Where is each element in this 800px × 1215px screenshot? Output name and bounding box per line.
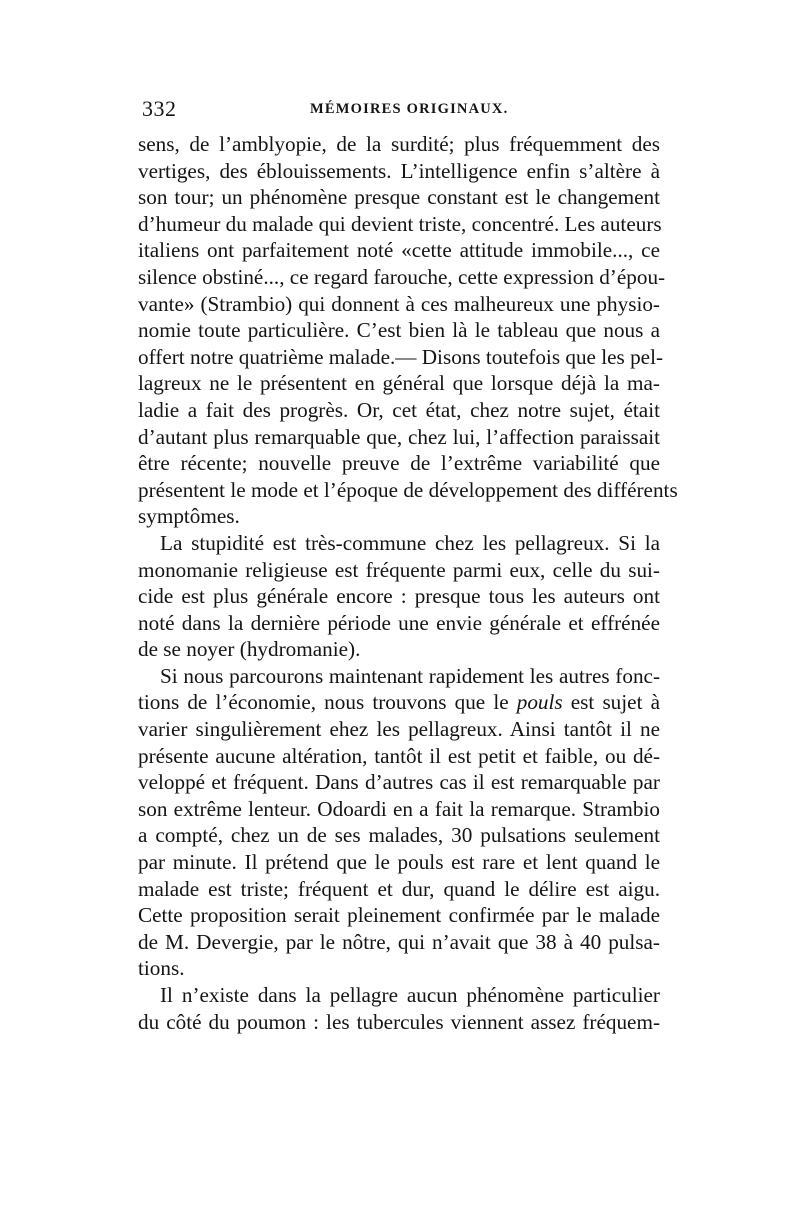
page-number: 332 bbox=[142, 96, 177, 121]
paragraph-3 bbox=[138, 663, 660, 982]
text-line: présentent le mode et l’époque de développement des différents bbox=[138, 477, 678, 502]
text-line: monomanie religieuse est fréquente parmi eux, celle du sui- bbox=[138, 557, 660, 582]
text-line: veloppé et fréquent. Dans d’autres cas il est remarquable par bbox=[138, 770, 660, 795]
running-title: MÉMOIRES ORIGINAUX. bbox=[310, 101, 509, 117]
text-line: d’autant plus remarquable que, chez lui, l’affection paraissait bbox=[138, 424, 660, 449]
text-line: du côté du poumon : les tubercules viennent assez fréquem- bbox=[138, 1009, 660, 1034]
text-line: tions. bbox=[138, 956, 185, 981]
paragraph-1 bbox=[138, 131, 678, 530]
body-text bbox=[138, 131, 678, 1035]
text-line: présente aucune altération, tantôt il est petit et faible, ou dé- bbox=[138, 743, 660, 768]
text-line: vertiges, des éblouissements. L’intelligence enfin s’altère à bbox=[138, 158, 660, 183]
text-line: d’humeur du malade qui devient triste, concentré. Les auteurs bbox=[138, 211, 662, 236]
text-line: ladie a fait des progrès. Or, cet état, chez notre sujet, était bbox=[138, 397, 660, 422]
text-line: silence obstiné..., ce regard farouche, cette expression d’épou- bbox=[138, 264, 666, 289]
italic-word: pouls bbox=[516, 690, 563, 715]
text-line: être récente; nouvelle preuve de l’extrême variabilité que bbox=[138, 451, 660, 476]
text-line: lagreux ne le présentent en général que lorsque déjà la ma- bbox=[138, 371, 660, 396]
text-line: offert notre quatrième malade.— Disons toutefois que les pel- bbox=[138, 344, 664, 369]
text-line: son extrême lenteur. Odoardi en a fait la remarque. Strambio bbox=[138, 796, 660, 821]
text-line: son tour; un phénomène presque constant est le changement bbox=[138, 185, 660, 210]
text-line: par minute. Il prétend que le pouls est rare et lent quand le bbox=[138, 850, 660, 875]
text-line: Il n’existe dans la pellagre aucun phénomène particulier bbox=[160, 983, 660, 1007]
text-line: nomie toute particulière. C’est bien là le tableau que nous a bbox=[138, 318, 660, 343]
text-line: cide est plus générale encore : presque tous les auteurs ont bbox=[138, 584, 660, 609]
paragraph-4 bbox=[138, 982, 660, 1035]
text-line: Si nous parcourons maintenant rapidement les autres fonc- bbox=[160, 663, 660, 688]
text-line: malade est triste; fréquent et dur, quand le délire est aigu. bbox=[138, 876, 660, 901]
text-line: Cette proposition serait pleinement confirmée par le malade bbox=[138, 903, 660, 928]
text-line: sens, de l’amblyopie, de la surdité; plus fréquemment des bbox=[138, 132, 660, 156]
text-line: symptômes. bbox=[138, 504, 240, 529]
text-fragment: tions de l’économie, nous trouvons que le bbox=[138, 690, 517, 715]
text-line-with-italic bbox=[138, 689, 660, 716]
text-line: de M. Devergie, par le nôtre, qui n’avait que 38 à 40 pulsa- bbox=[138, 929, 660, 954]
text-fragment: est sujet à bbox=[562, 690, 660, 715]
text-line: a compté, chez un de ses malades, 30 pulsations seulement bbox=[138, 823, 660, 848]
text-line: varier singulièrement ehez les pellagreux. Ainsi tantôt il ne bbox=[138, 717, 660, 742]
running-head bbox=[142, 96, 662, 126]
text-line: vante» (Strambio) qui donnent à ces malheureux une physio- bbox=[138, 291, 660, 316]
text-line: italiens ont parfaitement noté «cette attitude immobile..., ce bbox=[138, 238, 660, 263]
text-line: La stupidité est très-commune chez les pellagreux. Si la bbox=[160, 530, 660, 555]
paragraph-2 bbox=[138, 530, 660, 663]
text-line: noté dans la dernière période une envie générale et effrénée bbox=[138, 610, 660, 635]
text-line: de se noyer (hydromanie). bbox=[138, 637, 361, 662]
